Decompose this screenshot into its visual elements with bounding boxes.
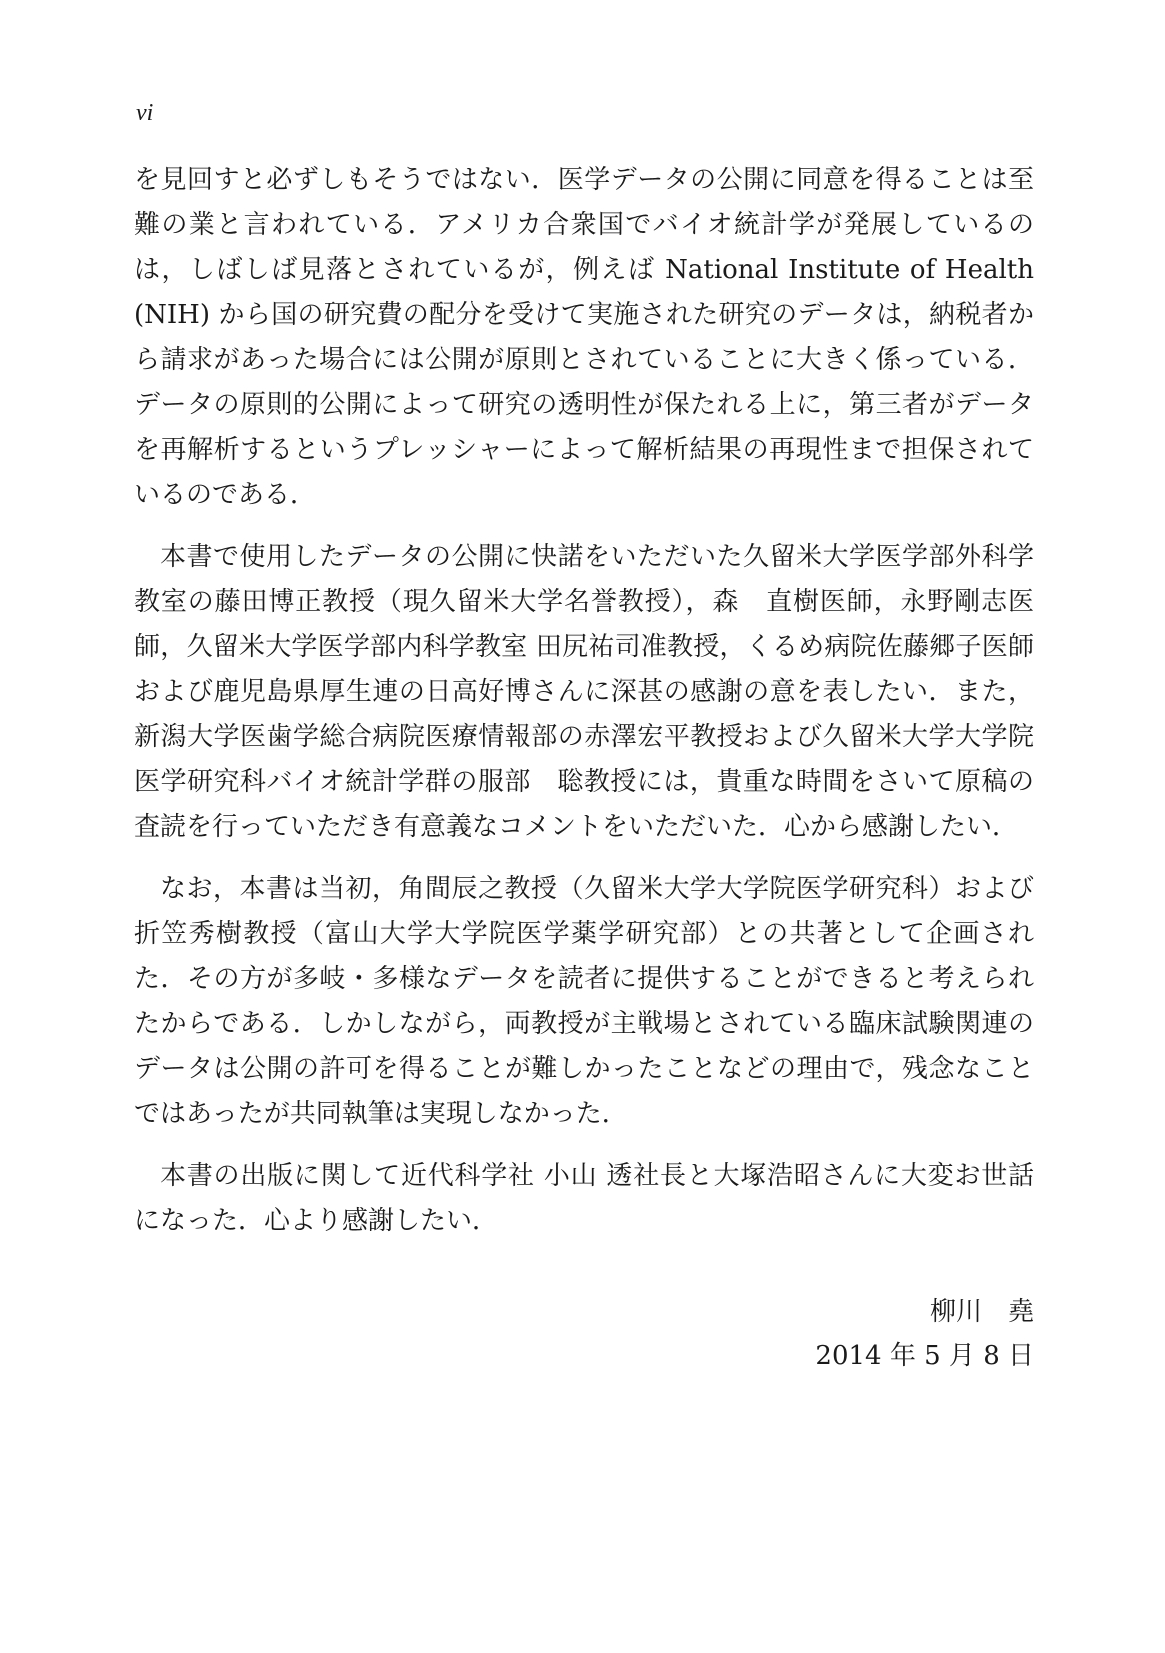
author-name: 柳川 堯 [929, 1297, 1034, 1327]
paragraph-coauthorship-note: なお，本書は当初，角間辰之教授（久留米大学大学院医学研究科）および折笠秀樹教授（富山大学大学院医学薬学研究部）との共著として企画された．その方が多岐・多様なデータを読者に提供することができると考えられたからである．しかしながら，両教授が主戦場とされている臨床試験関連のデータは公開の許可を得ることが難しかったことなどの理由で，残念なことではあったが共同執筆は実現しなかった． [134, 874, 1034, 1129]
paragraph-acknowledgements-data: 本書で使用したデータの公開に快諾をいただいた久留米大学医学部外科学教室の藤田博正教授（現久留米大学名誉教授），森 直樹医師，永野剛志医師，久留米大学医学部内科学教室 田尻祐司准教授，くるめ病院佐藤郷子医師および鹿児島県厚生連の日高好博さんに深甚の感謝の意を表したい．また，新潟大学医歯学総合病院医療情報部の赤澤宏平教授および久留米大学大学院医学研究科バイオ統計学群の服部 聡教授には，貴重な時間をさいて原稿の査読を行っていただき有意義なコメントをいただいた．心から感謝したい． [134, 542, 1034, 842]
paragraph-continuation: を見回すと必ずしもそうではない．医学データの公開に同意を得ることは至難の業と言われている．アメリカ合衆国でバイオ統計学が発展しているのは，しばしば見落とされているが，例えば National Institute of Health (NIH) から国の研究費の配分を受けて実施された研究のデータは，納税者から請求があった場合には公開が原則とされていることに大きく係っている．データの原則的公開によって研究の透明性が保たれる上に，第三者がデータを再解析するというプレッシャーによって解析結果の再現性まで担保されているのである． [134, 165, 1034, 510]
body-text [134, 158, 1034, 1244]
signature-date: 2014 年 5 月 8 日 [815, 1341, 1034, 1371]
signature-block [815, 1290, 1034, 1378]
page-number: vi [136, 100, 154, 126]
paragraph-publisher-thanks: 本書の出版に関して近代科学社 小山 透社長と大塚浩昭さんに大変お世話になった．心より感謝したい． [134, 1161, 1034, 1236]
